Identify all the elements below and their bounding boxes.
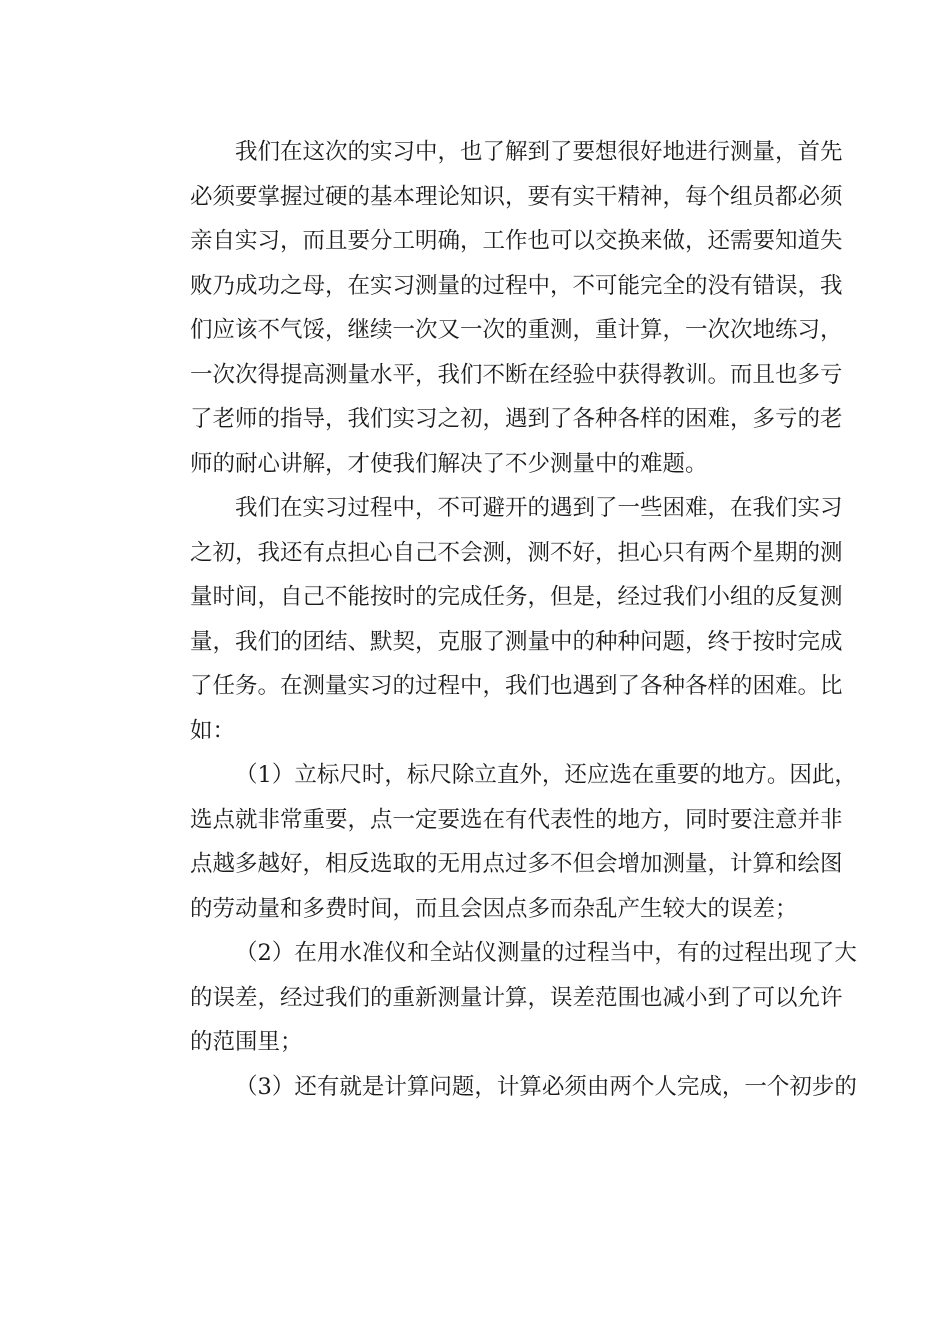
paragraph-5 — [145, 1065, 857, 1110]
paragraph-4 — [145, 931, 857, 1065]
text-line: 必须要掌握过硬的基本理论知识，要有实干精神，每个组员都必须 — [190, 183, 843, 210]
paragraph-3 — [145, 753, 857, 931]
text-line: 的范围里； — [190, 1029, 303, 1055]
text-line: 量，我们的团结、默契，克服了测量中的种种问题，终于按时完成 — [190, 628, 843, 655]
text-line: （1）立标尺时，标尺除立直外，还应选在重要的地方。因此， — [235, 762, 857, 788]
text-line: 一次次得提高测量水平，我们不断在经验中获得教训。而且也多亏 — [190, 361, 843, 388]
text-line: 们应该不气馁，继续一次又一次的重测，重计算，一次次地练习， — [190, 317, 843, 343]
text-line: 我们在实习过程中，不可避开的遇到了一些困难，在我们实习 — [235, 495, 843, 521]
text-line: 之初，我还有点担心自己不会测，测不好，担心只有两个星期的测 — [190, 539, 843, 566]
text-line: 我们在这次的实习中，也了解到了要想很好地进行测量，首先 — [235, 139, 843, 165]
text-line: 了老师的指导，我们实习之初，遇到了各种各样的困难，多亏的老 — [190, 406, 843, 432]
text-line: （2）在用水准仪和全站仪测量的过程当中，有的过程出现了大 — [235, 940, 857, 966]
text-line: 的误差，经过我们的重新测量计算，误差范围也减小到了可以允许 — [190, 984, 843, 1011]
paragraph-1 — [145, 130, 843, 486]
text-line: 选点就非常重要，点一定要选在有代表性的地方，同时要注意并非 — [190, 806, 843, 833]
text-line: 的劳动量和多费时间，而且会因点多而杂乱产生较大的误差； — [190, 895, 798, 922]
document-body — [145, 130, 857, 1109]
text-line: 师的耐心讲解，才使我们解决了不少测量中的难题。 — [190, 450, 708, 477]
text-line: 点越多越好，相反选取的无用点过多不但会增加测量，计算和绘图 — [190, 851, 843, 877]
text-line: 败乃成功之母，在实习测量的过程中，不可能完全的没有错误，我 — [190, 272, 843, 299]
text-line: 了任务。在测量实习的过程中，我们也遇到了各种各样的困难。比 — [190, 673, 843, 699]
paragraph-2 — [145, 486, 843, 753]
text-line: 如： — [190, 717, 236, 744]
text-line: 量时间，自己不能按时的完成任务，但是，经过我们小组的反复测 — [190, 584, 843, 610]
text-line: （3）还有就是计算问题，计算必须由两个人完成，一个初步的 — [235, 1073, 857, 1100]
text-line: 亲自实习，而且要分工明确，工作也可以交换来做，还需要知道失 — [190, 228, 843, 254]
